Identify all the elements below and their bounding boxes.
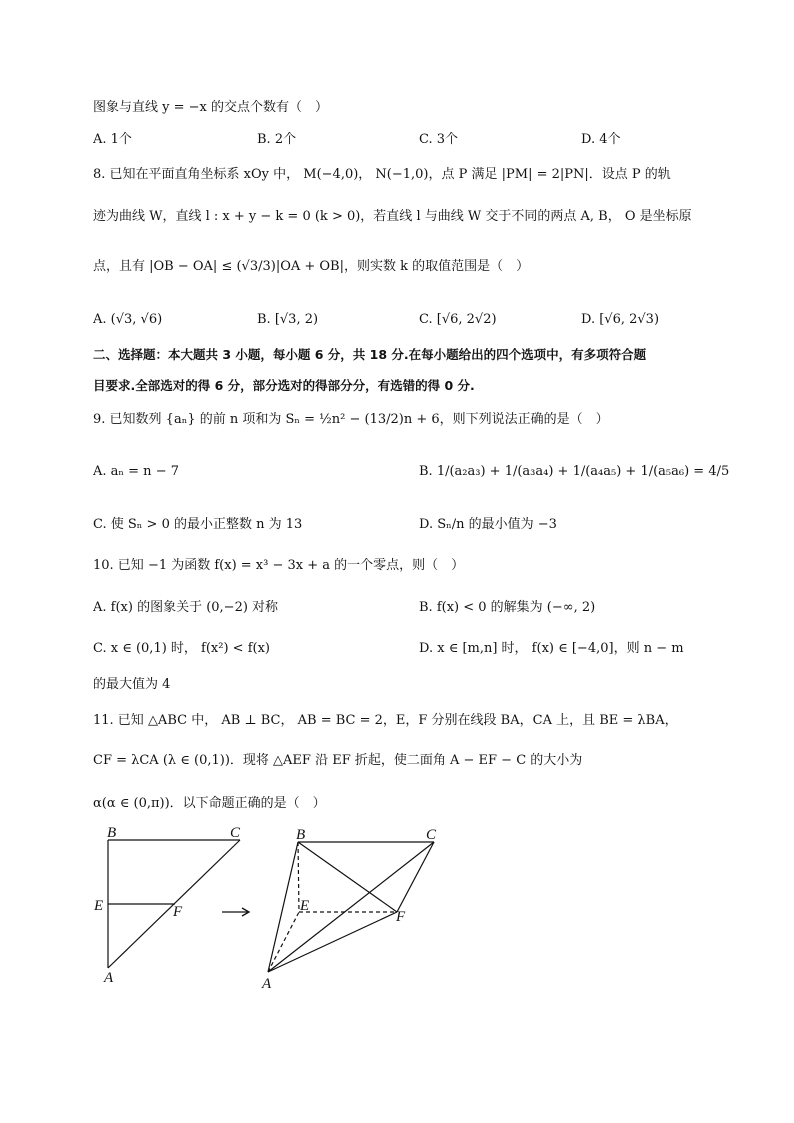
q8-line-3: 点，且有 |OB − OA| ≤ (√3/3)|OA + OB|，则实数 k 的取值范围是（ ） [93,259,530,274]
q9-option-c: C. 使 Sₙ > 0 的最小正整数 n 为 13 [93,517,303,532]
section-2-heading-line-2: 目要求.全部选对的得 6 分，部分选对的得部分分，有选错的得 0 分. [93,378,475,393]
segment-be-hidden [298,842,299,912]
q9-option-d: D. Sₙ/n 的最小值为 −3 [419,517,557,532]
q11-line-1: 11. 已知 △ABC 中， AB ⊥ BC， AB = BC = 2，E，F 分别在线段 BA，CA 上，且 BE = λBA， [93,713,678,728]
right-label-b: B [296,827,306,843]
q8-line-1: 8. 已知在平面直角坐标系 xOy 中， M(−4,0)， N(−1,0)，点 P 满足 |PM| = 2|PN|．设点 P 的轨 [93,167,671,182]
q11-line-2: CF = λCA (λ ∈ (0,1))．现将 △AEF 沿 EF 折起，使二面角 A − EF − C 的大小为 [93,753,583,768]
q7-option-b: B. 2个 [257,132,297,147]
left-label-f: F [173,904,183,920]
segment-bf-folded [298,842,397,912]
section-2-heading-line-1: 二、选择题：本大题共 3 小题，每小题 6 分，共 18 分.在每小题给出的四个选项中，有多项符合题 [93,347,647,362]
q10-option-a: A. f(x) 的图象关于 (0,−2) 对称 [93,600,279,615]
right-label-e: E [300,898,310,914]
segment-ae-hidden [268,912,299,972]
left-label-e: E [94,898,104,914]
q10-option-c: C. x ∈ (0,1) 时， f(x²) < f(x) [93,641,270,656]
left-label-b: B [107,825,117,841]
q7-option-a: A. 1个 [93,132,132,147]
q8-option-c: C. [√6, 2√2) [419,312,497,327]
q10-stem: 10. 已知 −1 为函数 f(x) = x³ − 3x + a 的一个零点，则（ ） [93,558,465,573]
q9-option-b: B. 1/(a₂a₃) + 1/(a₃a₄) + 1/(a₄a₅) + 1/(a₅a₆) = 4/5 [419,464,730,479]
q10-option-b: B. f(x) < 0 的解集为 (−∞, 2) [419,600,596,615]
q10-option-d-continued: 的最大值为 4 [93,677,171,692]
left-label-c: C [230,825,241,841]
q8-option-a: A. (√3, √6) [93,312,163,327]
left-label-a: A [104,970,114,986]
q9-option-a: A. aₙ = n − 7 [93,464,179,479]
right-label-f: F [396,909,406,925]
q7-stem: 图象与直线 y = −x 的交点个数有（ ） [93,100,328,115]
q9-stem: 9. 已知数列 {aₙ} 的前 n 项和为 Sₙ = ½n² − (13/2)n + 6，则下列说法正确的是（ ） [93,412,609,427]
right-label-a: A [262,976,272,992]
right-label-c: C [426,827,437,843]
folded-figure [268,842,434,972]
q7-option-d: D. 4个 [581,132,621,147]
fold-arrow [222,908,249,916]
q8-option-b: B. [√3, 2) [257,312,319,327]
segment-fc-folded [397,842,434,912]
q8-option-d: D. [√6, 2√3) [581,312,660,327]
q7-option-c: C. 3个 [419,132,459,147]
q11-line-3: α(α ∈ (0,π))．以下命题正确的是（ ） [93,796,326,811]
q10-option-d: D. x ∈ [m,n] 时， f(x) ∈ [−4,0]，则 n − m [419,641,684,656]
q8-line-2: 迹为曲线 W，直线 l : x + y − k = 0 (k > 0)，若直线 l 与曲线 W 交于不同的两点 A, B， O 是坐标原 [93,209,692,224]
